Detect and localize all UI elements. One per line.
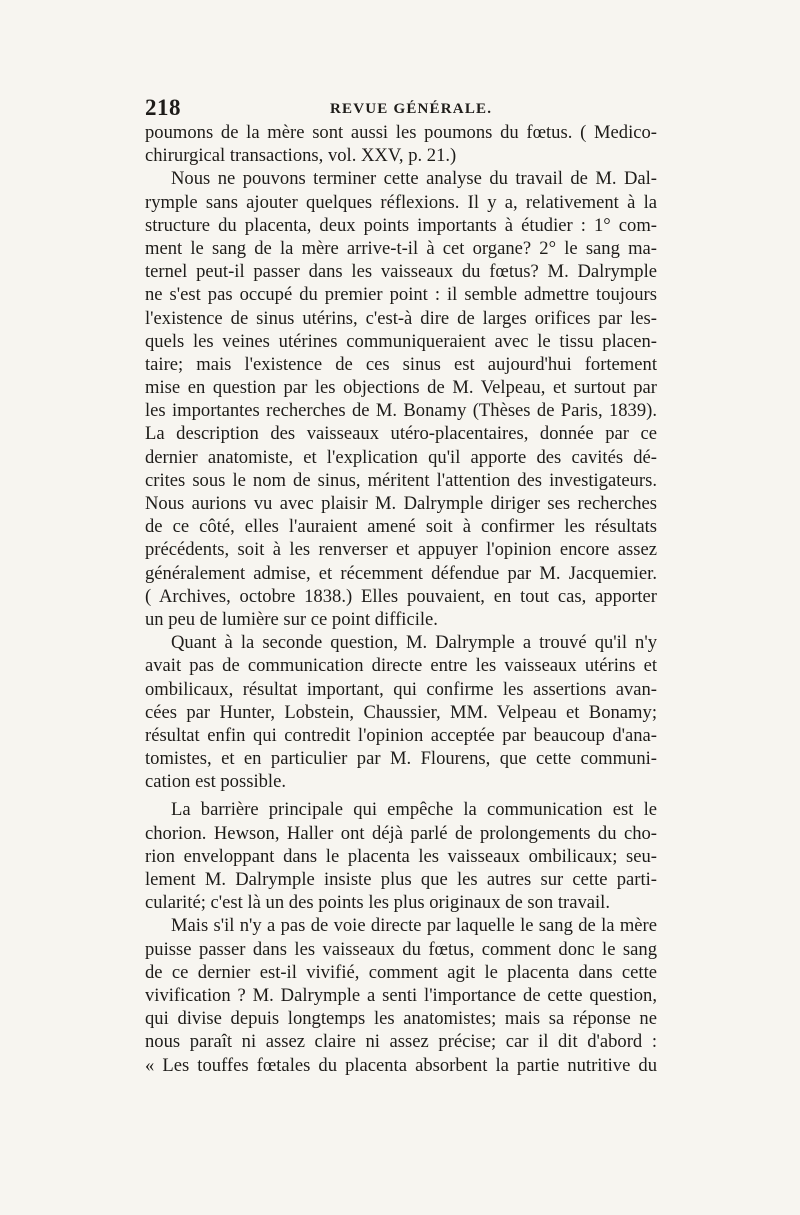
text-line: Quant à la seconde question, M. Dalrymple a trouvé qu'il n'y: [171, 632, 657, 654]
text-line: taire; mais l'existence de ces sinus est aujourd'hui fortement: [145, 353, 657, 375]
text-line: généralement admise, et récemment défendue par M. Jacquemier.: [145, 562, 657, 584]
text-line: « Les touffes fœtales du placenta absorbent la partie nutritive du: [145, 1054, 657, 1076]
text-line: un peu de lumière sur ce point difficile.: [145, 608, 438, 630]
text-line: chorion. Hewson, Haller ont déjà parlé de prolongements du cho-: [145, 822, 657, 844]
text-line: Mais s'il n'y a pas de voie directe par laquelle le sang de la mère: [171, 915, 657, 937]
text-line: l'existence de sinus utérins, c'est-à dire de larges orifices par les-: [145, 307, 657, 329]
text-line: cées par Hunter, Lobstein, Chaussier, MM. Velpeau et Bonamy;: [145, 701, 657, 723]
text-line: ne s'est pas occupé du premier point : il semble admettre toujours: [145, 284, 657, 306]
paragraph-continuation: [145, 121, 657, 167]
text-line: ternel peut-il passer dans les vaisseaux du fœtus? M. Dalrymple: [145, 261, 657, 283]
text-line: lement M. Dalrymple insiste plus que les autres sur cette parti-: [145, 869, 657, 890]
text-line: de ce dernier est-il vivifié, comment agit le placenta dans cette: [145, 961, 657, 983]
text-line: Nous ne pouvons terminer cette analyse du travail de M. Dal-: [171, 168, 657, 190]
text-line: les importantes recherches de M. Bonamy (Thèses de Paris, 1839).: [145, 400, 657, 422]
paragraph: [145, 631, 657, 793]
text-line: structure du placenta, deux points importants à étudier : 1° com-: [145, 214, 657, 236]
text-line: ment le sang de la mère arrive-t-il à cet organe? 2° le sang ma-: [145, 237, 657, 259]
paragraph: [145, 167, 657, 631]
text-line: ombilicaux, résultat important, qui confirme les assertions avan-: [145, 678, 657, 700]
text-line: avait pas de communication directe entre les vaisseaux utérins et: [145, 655, 657, 677]
paragraph: [145, 914, 657, 1076]
text-line: La description des vaisseaux utéro-placentaires, donnée par ce: [145, 423, 657, 445]
page-number: 218: [145, 95, 181, 120]
text-line: qui divise depuis longtemps les anatomistes; mais sa réponse ne: [145, 1008, 657, 1030]
paragraph: [145, 798, 657, 914]
text-line: mise en question par les objections de M. Velpeau, et surtout par: [145, 377, 657, 399]
text-line: quels les veines utérines communiqueraient avec le tissu placen-: [145, 330, 657, 352]
text-line: crites sous le nom de sinus, méritent l'attention des investigateurs.: [145, 469, 657, 491]
text-line: La barrière principale qui empêche la communication est le: [171, 799, 657, 821]
text-line: chirurgical transactions, vol. XXV, p. 21.): [145, 145, 457, 167]
text-line: poumons de la mère sont aussi les poumons du fœtus. ( Medico-: [145, 122, 657, 143]
text-line: tomistes, et en particulier par M. Flourens, que cette communi-: [145, 748, 657, 770]
text-line: dernier anatomiste, et l'explication qu'il apporte des cavités dé-: [145, 446, 657, 468]
running-title: REVUE GÉNÉRALE.: [330, 101, 493, 117]
text-line: vivification ? M. Dalrymple a senti l'importance de cette question,: [145, 984, 657, 1006]
text-line: puisse passer dans les vaisseaux du fœtus, comment donc le sang: [145, 938, 657, 960]
text-line: précédents, soit à les renverser et appuyer l'opinion encore assez: [145, 539, 657, 561]
text-line: résultat enfin qui contredit l'opinion acceptée par beaucoup d'ana-: [145, 724, 657, 746]
body-text: [145, 121, 657, 1077]
text-line: cularité; c'est là un des points les plus originaux de son travail.: [145, 892, 610, 914]
text-line: rymple sans ajouter quelques réflexions. Il y a, relativement à la: [145, 191, 657, 213]
text-line: cation est possible.: [145, 771, 286, 793]
text-line: Nous aurions vu avec plaisir M. Dalrymple diriger ses recherches: [145, 493, 657, 514]
text-line: nous paraît ni assez claire ni assez précise; car il dit d'abord :: [145, 1031, 657, 1053]
text-line: de ce côté, elles l'auraient amené soit à confirmer les résultats: [145, 516, 657, 538]
text-line: ( Archives, octobre 1838.) Elles pouvaient, en tout cas, apporter: [145, 585, 657, 607]
text-line: rion enveloppant dans le placenta les vaisseaux ombilicaux; seu-: [145, 845, 657, 867]
